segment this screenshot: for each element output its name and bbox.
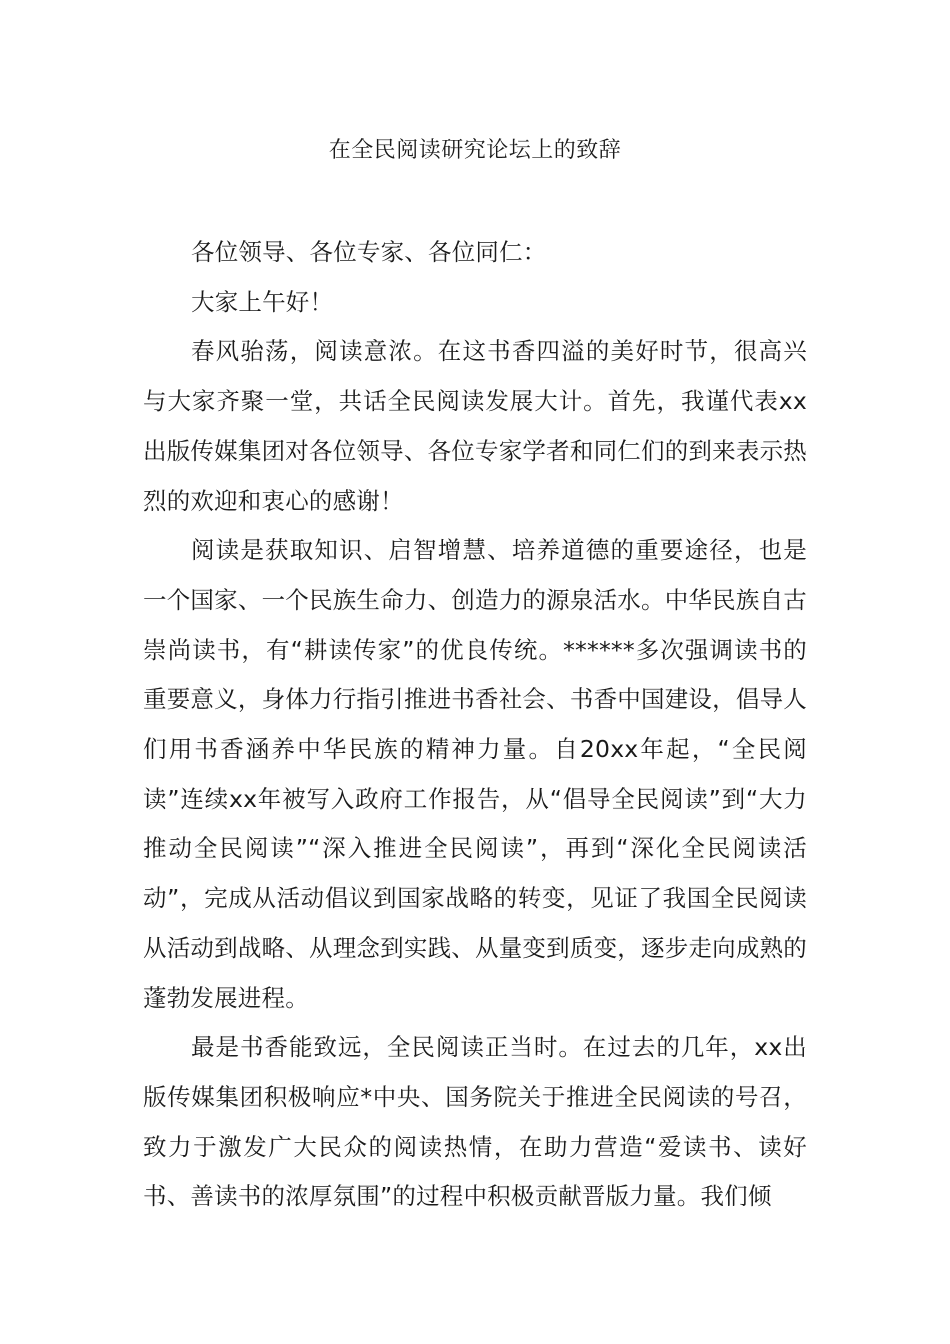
salutation-paragraph: 各位领导、各位专家、各位同仁： <box>191 238 547 266</box>
welcome-paragraph: 春风骀荡，阅读意浓。在这书香四溢的美好时节，很高兴与大家齐聚一堂，共话全民阅读发展大计。首先，我谨代表xx出版传媒集团对各位领导、各位专家学者和同仁们的到来表示热烈的欢迎和衷心的感谢！ <box>143 337 807 515</box>
document-title: 在全民阅读研究论坛上的致辞 <box>328 138 622 163</box>
greeting-paragraph: 大家上午好！ <box>191 287 334 316</box>
reading-importance-paragraph: 阅读是获取知识、启智增慧、培养道德的重要途径，也是一个国家、一个民族生命力、创造力的源泉活水。中华民族自古崇尚读书，有“耕读传家”的优良传统。******多次强调读书的重要意义，身体力行指引推进书香社会、书香中国建设，倡导人们用书香涵养中华民族的精神力量。自20xx年起，“全民阅读”连续xx年被写入政府工作报告，从“倡导全民阅读”到“大力推动全民阅读”“深入推进全民阅读”，再到“深化全民阅读活动”，完成从活动倡议到国家战略的转变，见证了我国全民阅读从活动到战略、从理念到实践、从量变到质变，逐步走向成熟的蓬勃发展进程。 <box>143 536 807 1012</box>
group-efforts-paragraph: 最是书香能致远，全民阅读正当时。在过去的几年，xx出版传媒集团积极响应*中央、国务院关于推进全民阅读的号召，致力于激发广大民众的阅读热情，在助力营造“爱读书、读好书、善读书的浓厚氛围”的过程中积极贡献晋版力量。我们倾 <box>143 1033 807 1211</box>
document-body <box>143 228 807 1222</box>
